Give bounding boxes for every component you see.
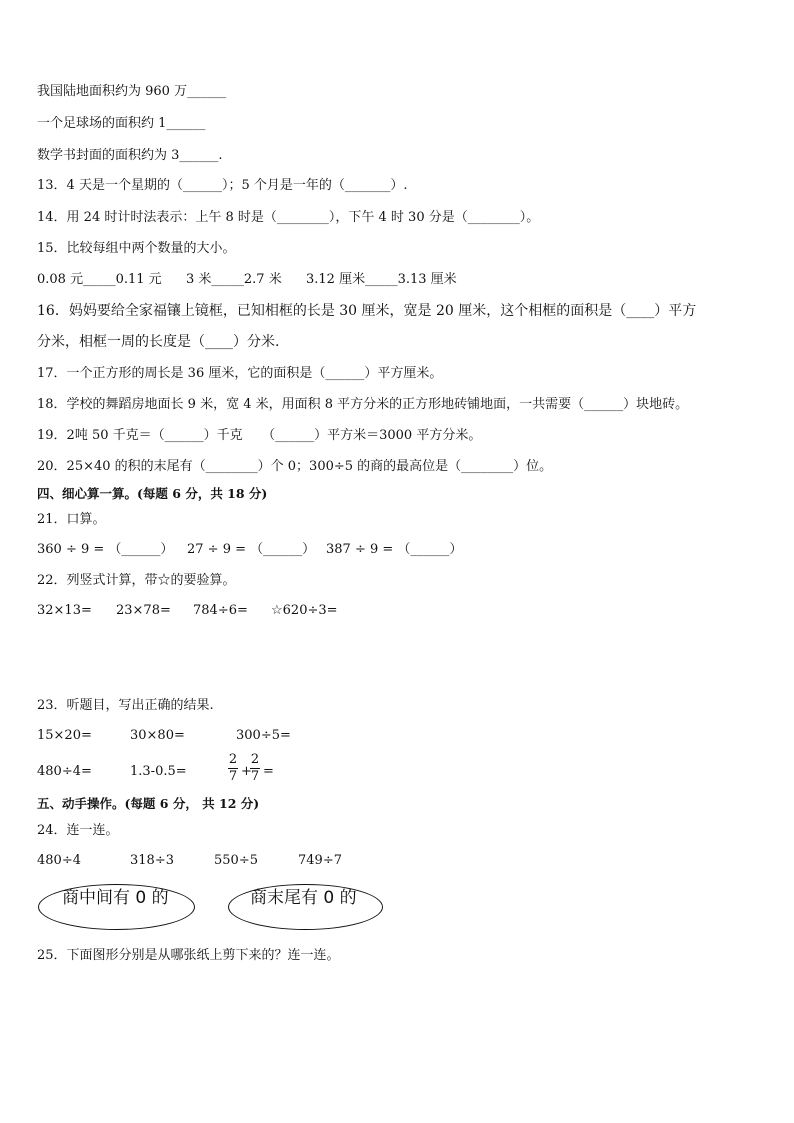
oral-calc-3: 387 ÷ 9 = （______） xyxy=(326,542,463,557)
section-4-heading: 四、细心算一算。(每题 6 分，共 18 分) xyxy=(37,486,268,501)
question-16-line-1: 16．妈妈要给全家福镶上镜框，已知相框的长是 30 厘米，宽是 20 厘米，这个相框的面积是（____）平方 xyxy=(37,303,697,319)
section-5-heading: 五、动手操作。(每题 6 分， 共 12 分) xyxy=(37,796,260,811)
fraction-2 xyxy=(250,753,260,784)
question-24: 24．连一连。 xyxy=(37,823,119,838)
connect-item-4: 749÷7 xyxy=(298,853,342,868)
question-19: 19．2吨 50 千克＝（______）千克 （______）平方米＝3000 平方分米。 xyxy=(37,428,482,443)
compare-item-1: 0.08 元_____0.11 元 xyxy=(37,272,162,287)
oral-calc-1: 360 ÷ 9 = （______） xyxy=(37,542,174,557)
listen-calc-2: 30×80= xyxy=(130,728,185,743)
listen-calc-5: 1.3-0.5= xyxy=(130,764,187,779)
connect-item-2: 318÷3 xyxy=(130,853,174,868)
question-14: 14．用 24 时计时法表示：上午 8 时是（________），下午 4 时 30 分是（________）。 xyxy=(37,210,540,225)
question-16-line-2: 分米，相框一周的长度是（____）分米. xyxy=(37,334,280,350)
question-15: 15．比较每组中两个数量的大小。 xyxy=(37,241,236,256)
question-20: 20．25×40 的积的末尾有（________）个 0；300÷5 的商的最高位是（________）位。 xyxy=(37,459,553,474)
vertical-calc-1: 32×13= xyxy=(37,603,92,618)
question-13: 13．4 天是一个星期的（______）；5 个月是一年的（_______）. xyxy=(37,178,408,193)
oval-middle-zero-label: 商中间有 0 的 xyxy=(62,888,169,908)
fraction-1-numerator: 2 xyxy=(228,752,238,767)
fraction-2-denominator: 7 xyxy=(250,769,260,784)
fraction-1 xyxy=(228,753,238,784)
fraction-2-numerator: 2 xyxy=(250,752,260,767)
listen-calc-3: 300÷5= xyxy=(236,728,291,743)
blank-line-football-field: 一个足球场的面积约 1______ xyxy=(37,116,206,131)
question-23: 23．听题目，写出正确的结果. xyxy=(37,698,214,713)
listen-calc-1: 15×20= xyxy=(37,728,92,743)
compare-item-2: 3 米_____2.7 米 xyxy=(186,272,282,287)
blank-line-book-cover: 数学书封面的面积约为 3______. xyxy=(37,148,223,163)
oral-calc-2: 27 ÷ 9 = （______） xyxy=(187,542,316,557)
question-18: 18．学校的舞蹈房地面长 9 米，宽 4 米，用面积 8 平方分米的正方形地砖铺地面，一共需要（______）块地砖。 xyxy=(37,397,689,412)
question-22: 22．列竖式计算，带☆的要验算。 xyxy=(37,573,236,588)
connect-item-1: 480÷4 xyxy=(37,853,81,868)
fraction-1-denominator: 7 xyxy=(228,769,238,784)
question-25: 25．下面图形分别是从哪张纸上剪下来的？连一连。 xyxy=(37,948,340,963)
listen-calc-4: 480÷4= xyxy=(37,764,92,779)
fraction-equals-sign: = xyxy=(263,764,274,779)
vertical-calc-2: 23×78= xyxy=(116,603,171,618)
question-17: 17．一个正方形的周长是 36 厘米，它的面积是（______）平方厘米。 xyxy=(37,366,443,381)
fraction-plus-sign: + xyxy=(241,764,252,779)
vertical-calc-4: ☆620÷3= xyxy=(271,603,338,618)
oval-end-zero-label: 商末尾有 0 的 xyxy=(250,888,357,908)
question-21: 21．口算。 xyxy=(37,512,106,527)
blank-line-land-area: 我国陆地面积约为 960 万______ xyxy=(37,84,227,99)
connect-item-3: 550÷5 xyxy=(214,853,258,868)
compare-item-3: 3.12 厘米_____3.13 厘米 xyxy=(306,272,457,287)
vertical-calc-3: 784÷6= xyxy=(193,603,248,618)
